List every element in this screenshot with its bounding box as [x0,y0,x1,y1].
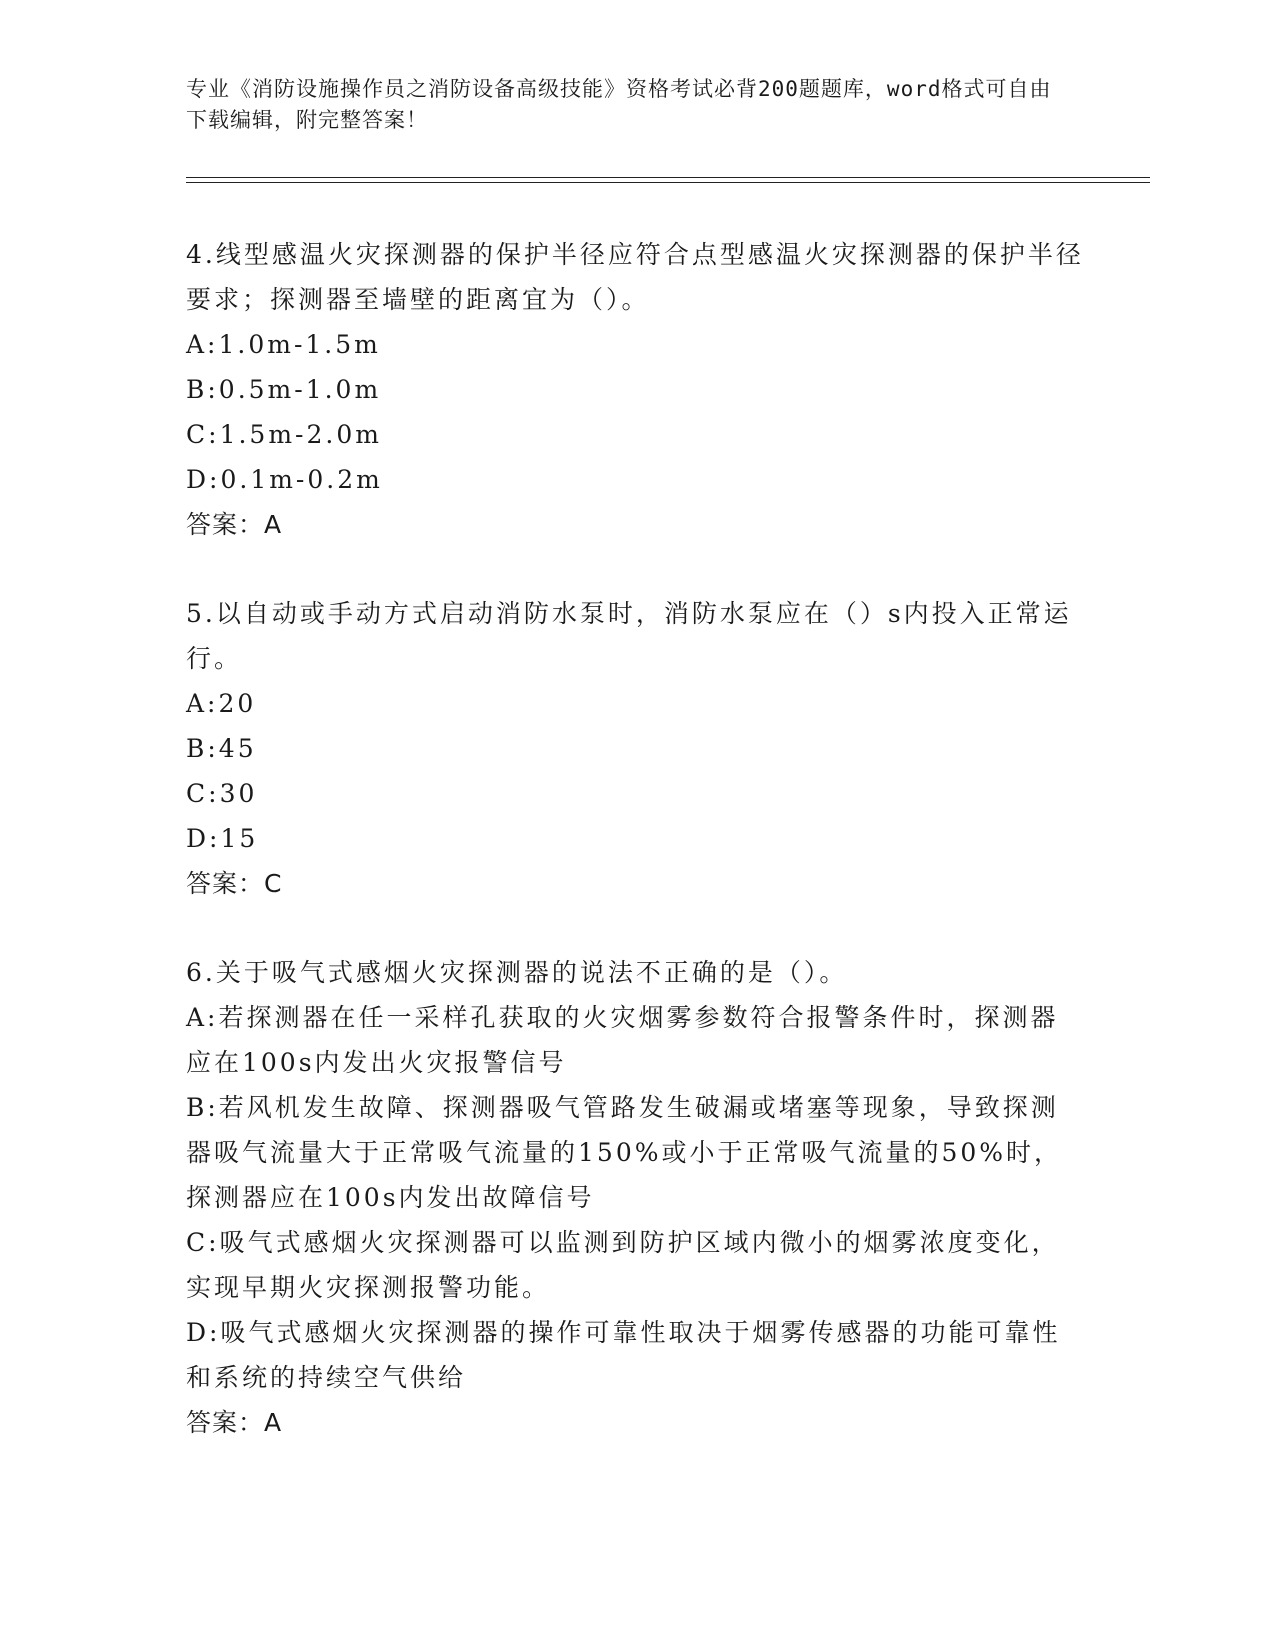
question-4 [186,232,1086,547]
option-text: 1.5m-2.0m [219,420,382,449]
option-text: 吸气式感烟火灾探测器可以监测到防护区域内微小的烟雾浓度变化，实现早期火灾探测报警功能。 [186,1228,1060,1302]
option-label: C: [186,420,220,449]
option-b [186,1085,1086,1220]
option-text: 45 [218,734,257,763]
option-text: 15 [220,824,259,853]
option-label: C: [186,779,220,808]
option-label: D: [186,824,221,853]
option-label: A: [186,689,219,718]
question-stem: 5.以自动或手动方式启动消防水泵时，消防水泵应在（）s内投入正常运行。 [186,599,1072,673]
answer: 答案：A [186,510,283,539]
answer: 答案：C [186,869,283,898]
header-divider-bottom [186,182,1150,183]
document-header [186,74,1066,136]
option-text: 20 [218,689,257,718]
option-a [186,995,1086,1085]
answer: 答案：A [186,1408,283,1437]
header-text: 专业《消防设施操作员之消防设备高级技能》资格考试必背200题题库，word格式可自由下载编辑，附完整答案！ [186,77,1052,132]
option-label: D: [186,1318,221,1347]
option-label: A: [186,330,219,359]
option-a [186,322,1086,367]
option-label: D: [186,465,221,494]
option-b [186,726,1086,771]
option-d [186,816,1086,861]
option-a [186,681,1086,726]
option-text: 1.0m-1.5m [218,330,381,359]
option-text: 30 [219,779,258,808]
option-text: 若风机发生故障、探测器吸气管路发生破漏或堵塞等现象，导致探测器吸气流量大于正常吸气流量的150%或小于正常吸气流量的50%时，探测器应在100s内发出故障信号 [186,1093,1063,1212]
header-divider-top [186,177,1150,178]
question-5 [186,591,1086,906]
option-text: 若探测器在任一采样孔获取的火灾烟雾参数符合报警条件时，探测器应在100s内发出火灾报警信号 [186,1003,1059,1077]
option-c [186,412,1086,457]
option-label: B: [186,734,219,763]
option-c [186,1220,1086,1310]
option-label: A: [186,1003,219,1032]
option-text: 0.1m-0.2m [220,465,383,494]
question-list [186,232,1086,1489]
option-text: 0.5m-1.0m [218,375,382,404]
question-6 [186,950,1086,1445]
option-b [186,367,1086,412]
option-d [186,457,1086,502]
option-label: B: [186,375,219,404]
option-label: C: [186,1228,220,1257]
option-label: B: [186,1093,219,1122]
option-d [186,1310,1086,1400]
question-stem: 6.关于吸气式感烟火灾探测器的说法不正确的是（）。 [186,958,848,987]
question-stem: 4.线型感温火灾探测器的保护半径应符合点型感温火灾探测器的保护半径要求；探测器至墙壁的距离宜为（）。 [186,240,1084,314]
option-text: 吸气式感烟火灾探测器的操作可靠性取决于烟雾传感器的功能可靠性和系统的持续空气供给 [186,1318,1061,1392]
option-c [186,771,1086,816]
